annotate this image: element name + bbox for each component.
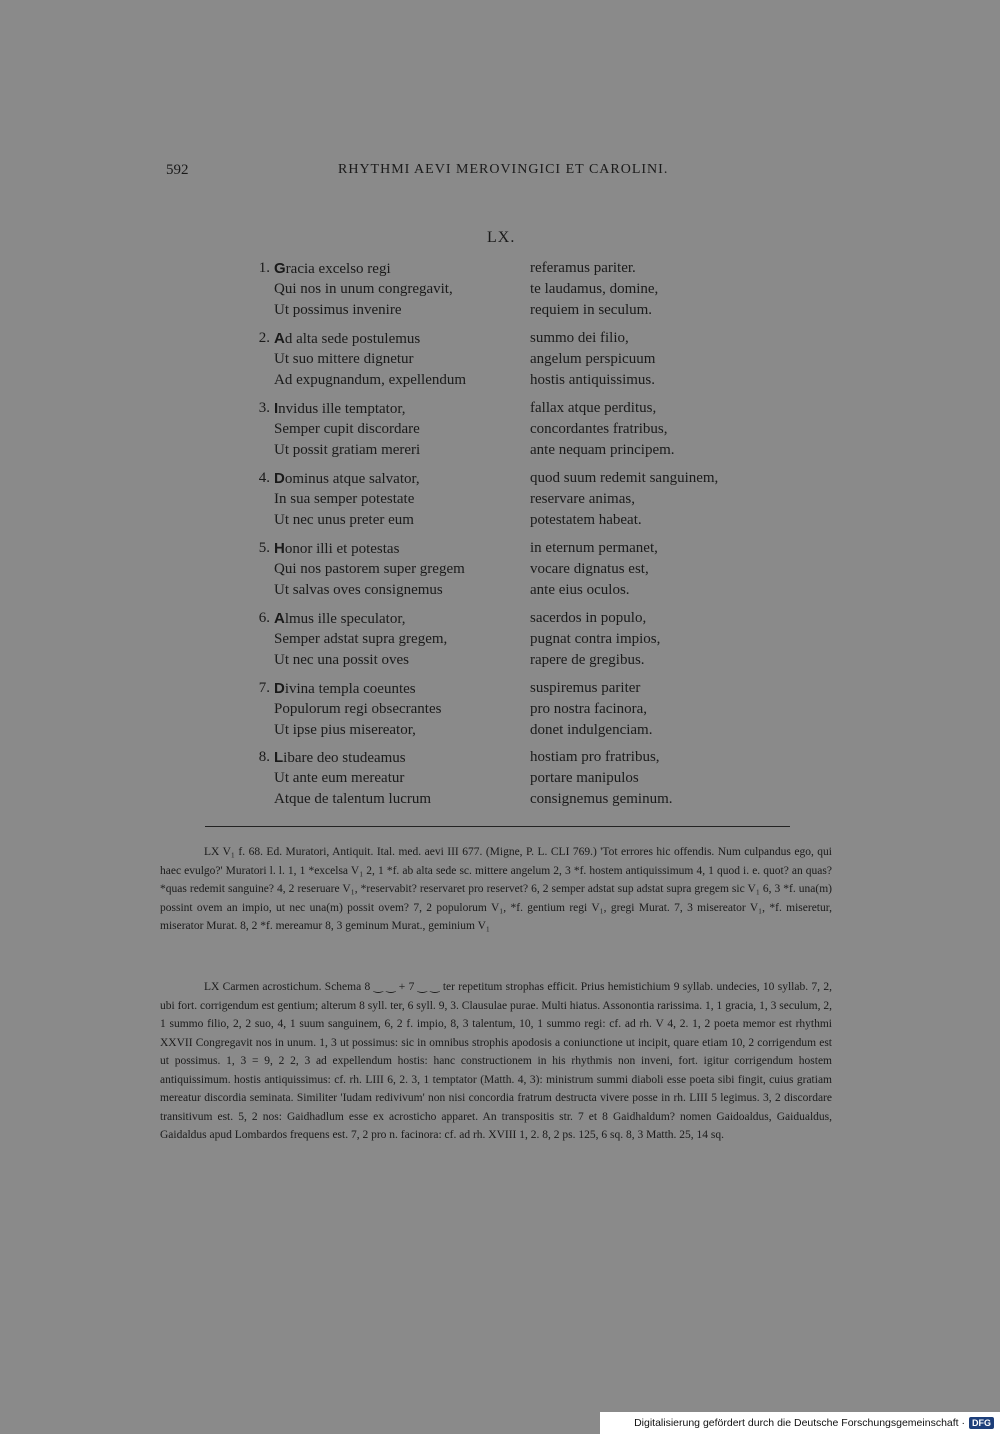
verse-line [244, 747, 804, 768]
second-hemistich: angelum perspicuum [530, 351, 656, 367]
acrostic-initial: A [274, 610, 285, 627]
stanza [244, 328, 804, 391]
second-hemistich: in eternum permanet, [530, 540, 658, 556]
second-hemistich: portare manipulos [530, 770, 639, 786]
stanza-number: 1. [258, 260, 270, 276]
second-hemistich: consignemus geminum. [530, 791, 673, 807]
second-hemistich: reservare animas, [530, 491, 635, 507]
first-hemistich [274, 768, 404, 789]
verse-line [244, 419, 804, 440]
first-hemistich [274, 608, 405, 630]
stanza [244, 608, 804, 671]
stanza-number: 2. [258, 330, 270, 346]
first-hemistich-text: Ut nec una possit oves [274, 652, 409, 668]
stanza [244, 678, 804, 741]
first-hemistich [274, 629, 447, 650]
running-title: RHYTHMI AEVI MEROVINGICI ET CAROLINI. [338, 162, 669, 177]
stanza [244, 538, 804, 601]
second-hemistich: ante nequam principem. [530, 442, 675, 458]
verse-line [244, 699, 804, 720]
first-hemistich [274, 349, 414, 370]
second-hemistich: referamus pariter. [530, 260, 636, 276]
first-hemistich-text: Ad expugnandum, expellendum [274, 372, 467, 388]
first-hemistich-text: lmus ille speculator, [284, 611, 406, 627]
first-hemistich-text: Ut ipse pius misereator, [274, 722, 416, 738]
first-hemistich-text: ominus atque salvator, [284, 471, 420, 487]
stanza-number: 6. [258, 610, 270, 626]
first-hemistich [274, 440, 420, 461]
poem-title: LX. [487, 229, 516, 246]
verse-line [244, 720, 804, 741]
second-hemistich: rapere de gregibus. [530, 652, 645, 668]
first-hemistich [274, 678, 416, 700]
first-hemistich [274, 258, 391, 280]
first-hemistich-text: Qui nos in unum congregavit, [274, 281, 453, 297]
acrostic-initial: H [274, 540, 285, 557]
first-hemistich [274, 398, 405, 420]
first-hemistich-text: d alta sede postulemus [284, 331, 421, 347]
footer-credit [600, 1412, 1000, 1434]
first-hemistich-text: Qui nos pastorem super gregem [274, 561, 465, 577]
acrostic-initial: A [274, 330, 285, 347]
verse-line [244, 398, 804, 419]
apparatus-text: LX V₁ f. 68. Ed. Muratori, Antiquit. Ital. med. aevi III 677. (Migne, P. L. CLI 769.) 'Tot errores hic offendis. Num culpandus ego, qui haec evulgo?' Muratori l. l. 1, 1 *excelsa V₁ 2, 1 *f. ab alta sede sc. mittere angelum 2, 3 *f. hostem antiquissimum 4, 1 quod i. e. quot? an quas? *quas redemit sanguine? 4, 2 reseruare V₁, *reservabit? reservaret pro reservet? 6, 2 semper adstat sup adstat supra gregem sic V₁ 6, 3 *f. una(m) possint ovem an impio, ut nec una(m) possit ovem? 7, 2 populorum V₁, *f. gentium regi V₁, gregi Murat. 7, 3 misereator V₁, *f. miseretur, miserator Murat. 8, 2 *f. mereamur 8, 3 geminum Murat., geminium V₁ [160, 846, 832, 932]
second-hemistich: potestatem habeat. [530, 512, 642, 528]
stanza [244, 258, 804, 321]
first-hemistich-text: Ut possit gratiam mereri [274, 442, 421, 458]
second-hemistich: fallax atque perditus, [530, 400, 657, 416]
verse-line [244, 678, 804, 699]
verse-line [244, 629, 804, 650]
second-hemistich: pugnat contra impios, [530, 631, 661, 647]
verse-line [244, 300, 804, 321]
commentary-text: LX Carmen acrostichum. Schema 8 ‿ ‿ + 7 ‿ ‿ ter repetitum strophas efficit. Prius hemistichium 9 syllab. undecies, 10 syllab. 7, 2, ubi fort. corrigendum est gentium; alterum 8 syll. ter, 6 syll. 9, 3. Clausulae purae. Multi hiatus. Assonontia rarissima. 1, 1 gracia, 1, 3 seculum, 2, 1 summo filio, 2, 2 suo, 4, 1 suum sanguinem, 6, 2 f. impio, 8, 3 talentum, 10, 1 summo regi: cf. ad rh. V 4, 2. 1, 2 poeta memor est rhythmi XXVII Congregavit nos in unum. 1, 3 ut possimus: sic in omnibus strophis apodosis a coniunctione ut incipit, quare etiam 10, 2 corrigendum est ut possimus. 1, 3 = 9, 2 2, 3 ad expellendum hostis: hanc constructionem in his rhythmis non inveni, fort. igitur corrigendum hostem antiquissimum. hostis antiquissimus: cf. rh. LIII 6, 2. 3, 1 temptator (Matth. 4, 3): ministrum summi diaboli esse poeta sibi fingit, cuius gratiam mereatur discordia seminata. Similiter 'Iudam redivivum' non nisi concordia fratrum destructa vivere posse in rh. LIII 5 legimus. 3, 2 discordare transitivum est. 5, 2 nos: Gaidhadlum esse ex acrosticho apparet. An transpositis str. 7 et 8 Gaidhaldum? nomen Gaidoaldus, Gaidualdus, Gaidaldus apud Lombardos frequens est. 7, 2 pro n. facinora: cf. ad rh. XVIII 1, 2. 8, 2 ps. 125, 6 sq. 8, 3 Matth. 25, 14 sq. [160, 981, 832, 1141]
first-hemistich-text: ibare deo studeamus [283, 750, 406, 766]
second-hemistich: hostis antiquissimus. [530, 372, 656, 388]
first-hemistich-text: Semper adstat supra gregem, [274, 631, 448, 647]
verse-line [244, 349, 804, 370]
first-hemistich [274, 699, 441, 720]
first-hemistich [274, 300, 402, 321]
acrostic-initial: L [274, 749, 284, 766]
verse-line [244, 440, 804, 461]
acrostic-initial: G [274, 260, 286, 277]
footnote-rule [205, 826, 790, 827]
stanza-number: 8. [258, 749, 270, 765]
second-hemistich: vocare dignatus est, [530, 561, 649, 577]
second-hemistich: hostiam pro fratribus, [530, 749, 660, 765]
first-hemistich-text: Ut suo mittere dignetur [274, 351, 414, 367]
page-number: 592 [166, 162, 189, 178]
second-hemistich: sacerdos in populo, [530, 610, 647, 626]
first-hemistich [274, 720, 416, 741]
verse-line [244, 608, 804, 629]
second-hemistich: pro nostra facinora, [530, 701, 648, 717]
first-hemistich [274, 510, 414, 531]
verse-line [244, 650, 804, 671]
second-hemistich: concordantes fratribus, [530, 421, 668, 437]
first-hemistich-text: In sua semper potestate [274, 491, 415, 507]
second-hemistich: te laudamus, domine, [530, 281, 659, 297]
verse-line [244, 580, 804, 601]
verse-line [244, 559, 804, 580]
second-hemistich: ante eius oculos. [530, 582, 630, 598]
first-hemistich-text: Semper cupit discordare [274, 421, 420, 437]
first-hemistich [274, 789, 431, 810]
first-hemistich [274, 370, 466, 391]
second-hemistich: donet indulgenciam. [530, 722, 653, 738]
first-hemistich [274, 419, 420, 440]
first-hemistich-text: Ut salvas oves consignemus [274, 582, 443, 598]
first-hemistich [274, 747, 406, 769]
verse-line [244, 279, 804, 300]
stanza-number: 3. [258, 400, 270, 416]
verse-line [244, 789, 804, 810]
verse-line [244, 768, 804, 789]
acrostic-initial: I [274, 400, 279, 417]
second-hemistich: suspiremus pariter [530, 680, 641, 696]
first-hemistich [274, 538, 399, 560]
stanza [244, 468, 804, 531]
first-hemistich-text: Ut ante eum mereatur [274, 770, 405, 786]
first-hemistich [274, 650, 409, 671]
first-hemistich-text: onor illi et potestas [284, 541, 400, 557]
footer-credit-text: Digitalisierung gefördert durch die Deutsche Forschungsgemeinschaft · [634, 1417, 965, 1429]
acrostic-initial: D [274, 470, 285, 487]
first-hemistich-text: nvidus ille temptator, [278, 401, 406, 417]
first-hemistich-text: racia excelso regi [285, 261, 391, 277]
dfg-logo: DFG [969, 1417, 994, 1429]
verse-line [244, 258, 804, 279]
first-hemistich [274, 279, 453, 300]
first-hemistich [274, 468, 420, 490]
stanza-number: 5. [258, 540, 270, 556]
stanza-number: 4. [258, 470, 270, 486]
first-hemistich-text: Populorum regi obsecrantes [274, 701, 442, 717]
verse-line [244, 510, 804, 531]
stanza [244, 747, 804, 810]
second-hemistich: summo dei filio, [530, 330, 629, 346]
first-hemistich-text: Atque de talentum lucrum [274, 791, 432, 807]
verse-line [244, 538, 804, 559]
first-hemistich [274, 489, 414, 510]
verse-line [244, 468, 804, 489]
second-hemistich: requiem in seculum. [530, 302, 653, 318]
critical-apparatus [160, 843, 832, 936]
verse-line [244, 370, 804, 391]
first-hemistich [274, 559, 465, 580]
first-hemistich-text: Ut possimus invenire [274, 302, 402, 318]
second-hemistich: quod suum redemit sanguinem, [530, 470, 719, 486]
acrostic-initial: D [274, 680, 285, 697]
stanza [244, 398, 804, 461]
stanza-number: 7. [258, 680, 270, 696]
first-hemistich [274, 580, 443, 601]
commentary [160, 978, 832, 1145]
verse-line [244, 328, 804, 349]
verse-line [244, 489, 804, 510]
first-hemistich-text: ivina templa coeuntes [284, 681, 416, 697]
first-hemistich [274, 328, 420, 350]
first-hemistich-text: Ut nec unus preter eum [274, 512, 414, 528]
